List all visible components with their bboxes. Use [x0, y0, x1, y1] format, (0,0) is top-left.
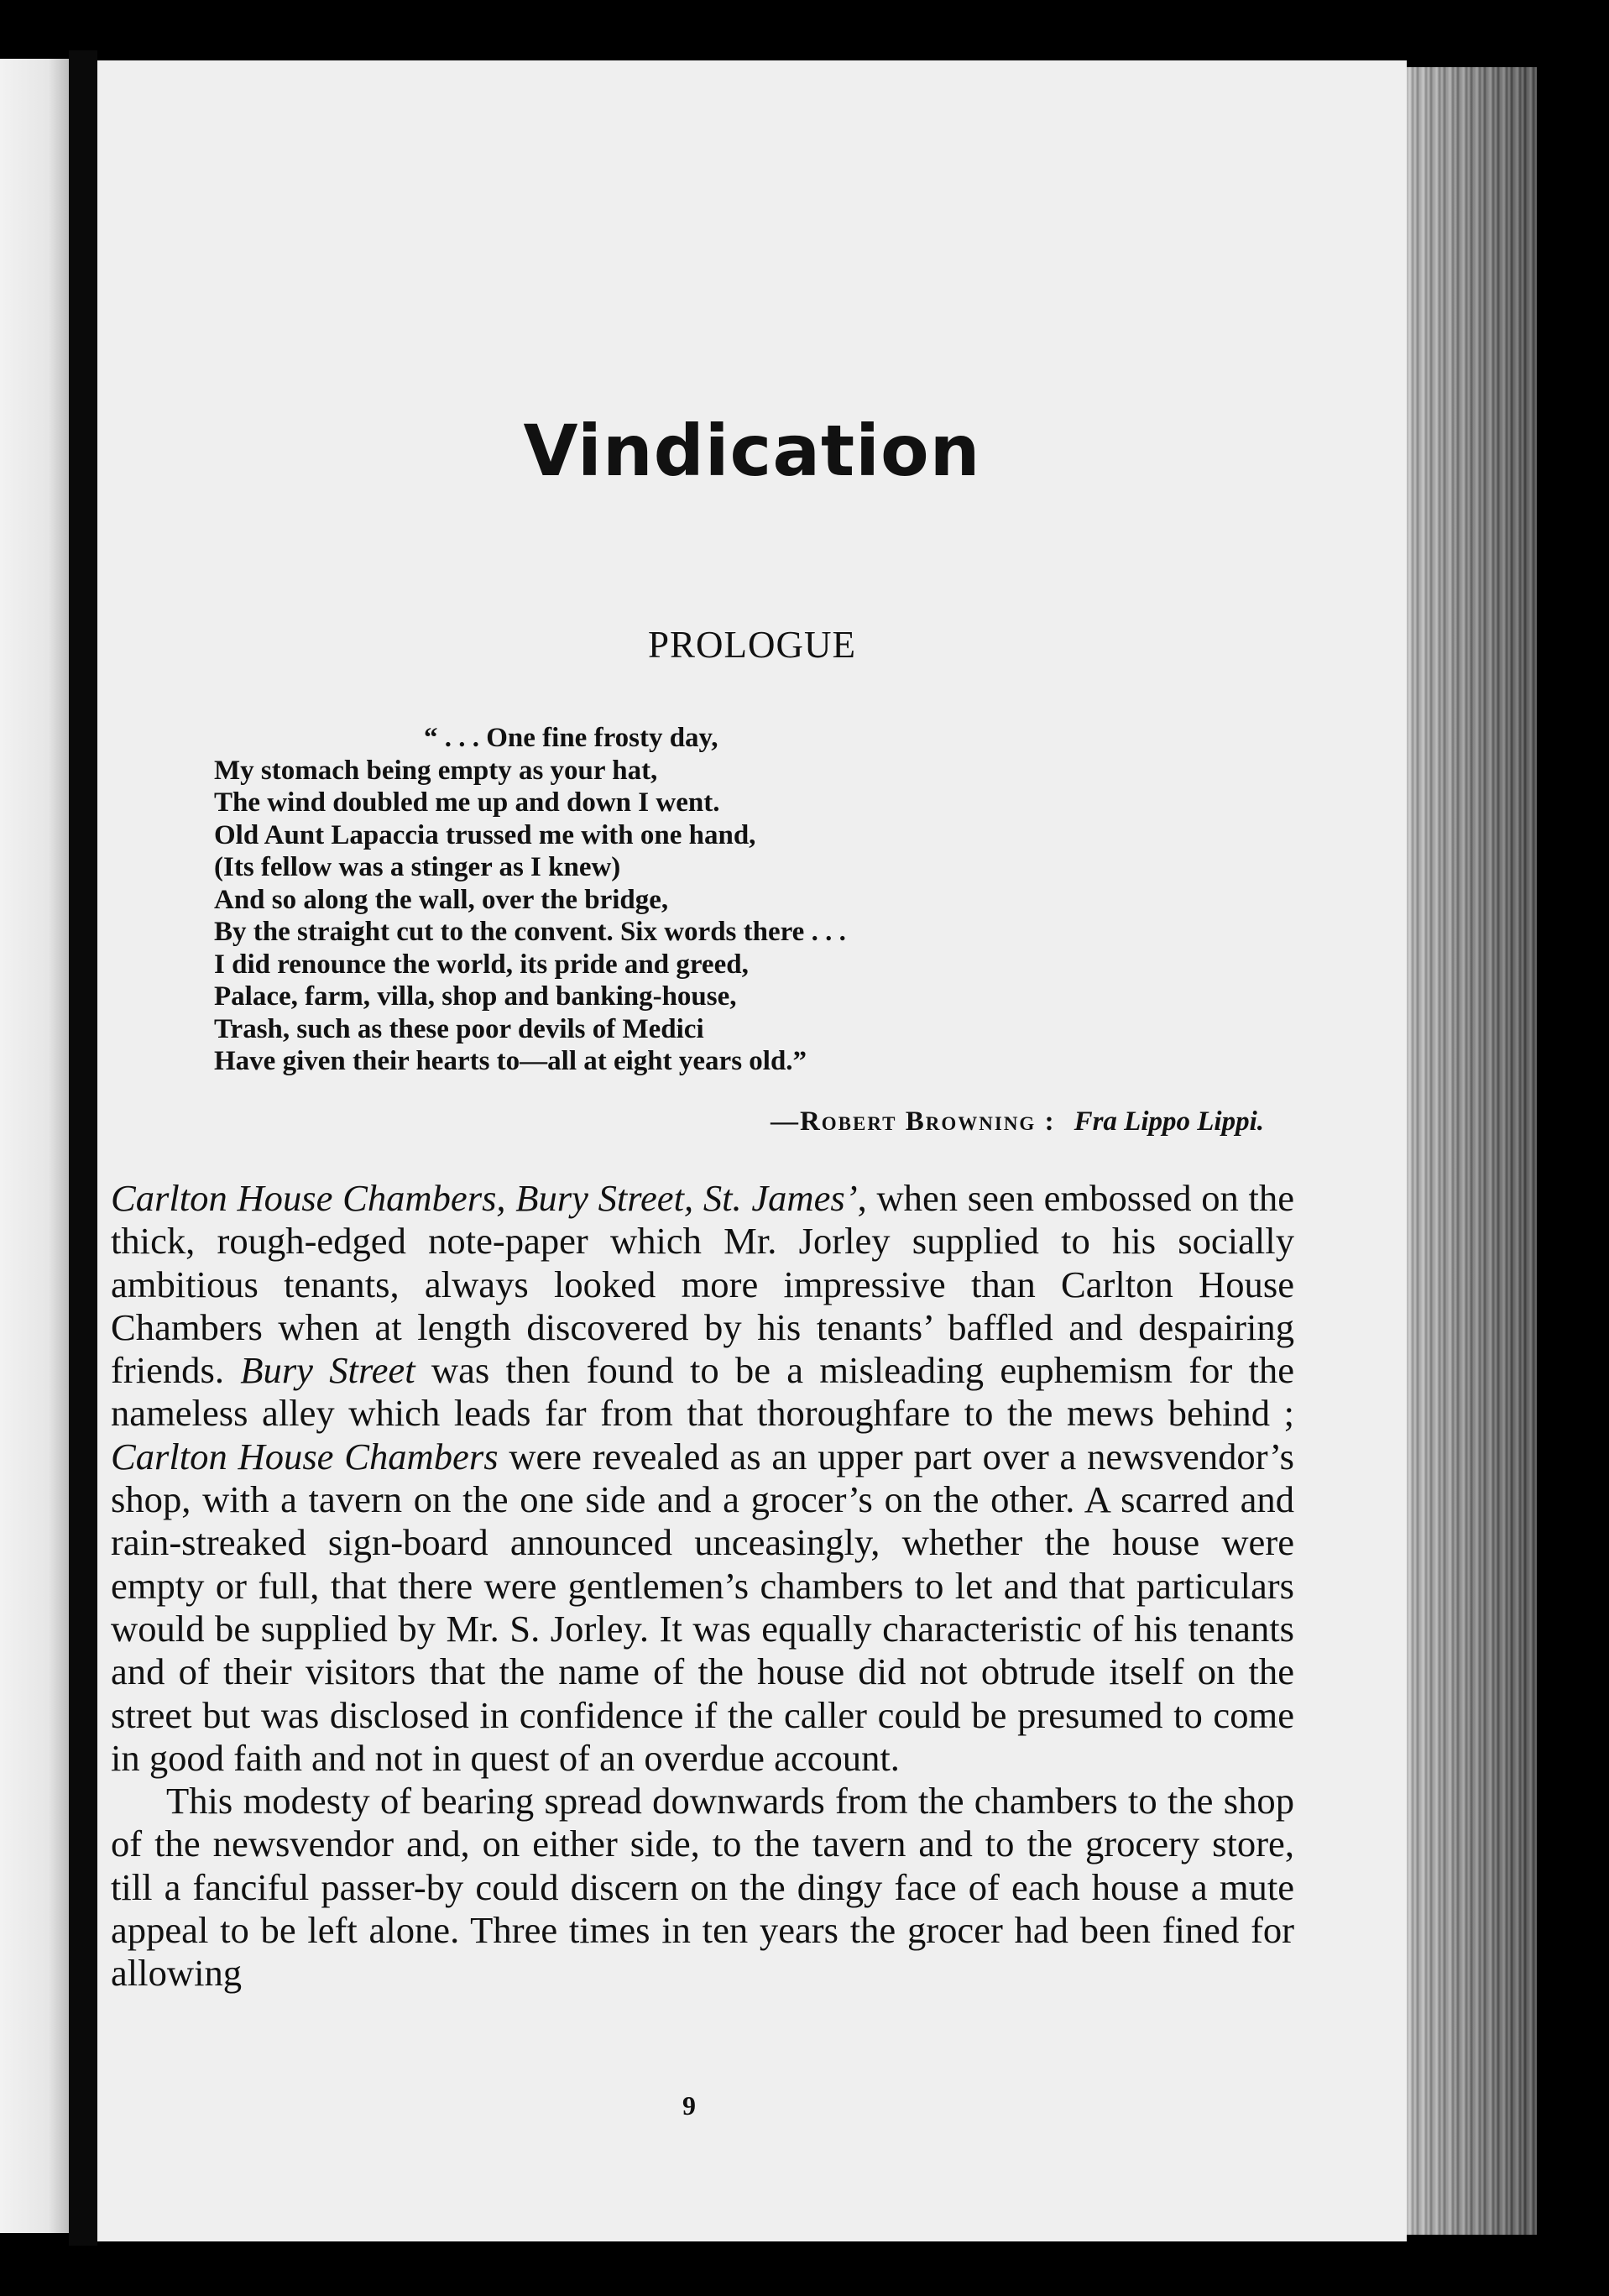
italic-phrase: Carlton House Chambers, Bury Street, St. James’: [111, 1177, 858, 1219]
epigraph-line: Trash, such as these poor devils of Medici: [214, 1013, 704, 1044]
book-gutter: [69, 50, 97, 2246]
epigraph-line: (Its fellow was a stinger as I knew): [214, 852, 621, 882]
epigraph-line: And so along the wall, over the bridge,: [214, 884, 669, 915]
body-text: [111, 1177, 1294, 1995]
epigraph: [214, 722, 1305, 1078]
attribution-work: Fra Lippo Lippi.: [1074, 1106, 1264, 1137]
page-number: 9: [682, 2090, 696, 2121]
epigraph-line: The wind doubled me up and down I went.: [214, 787, 720, 818]
epigraph-attribution: [97, 1106, 1264, 1138]
attribution-author: —Robert Browning :: [770, 1106, 1056, 1137]
page-edge-shadow: [1407, 67, 1537, 2235]
chapter-title: Vindication: [523, 410, 981, 492]
epigraph-line: My stomach being empty as your hat,: [214, 755, 658, 786]
text-run: was then found to be a misleading euphemism for the nameless alley which leads far from that thoroughfare to the mews behind ;: [111, 1349, 1294, 1435]
epigraph-line: Old Aunt Lapaccia trussed me with one hand,: [214, 819, 756, 850]
epigraph-line: I did renounce the world, its pride and greed,: [214, 949, 749, 980]
epigraph-line: “ . . . One fine frosty day,: [424, 723, 718, 753]
text-run: were revealed as an upper part over a newsvendor’s shop, with a tavern on the one side and a grocer’s on the other. A scarred and rain-streaked sign-board announced unceasingly, whether the house were empty or full, that there were gentlemen’s chambers to let and that particulars would be supplied by Mr. S. Jorley. It was equally characteristic of his tenants and of their visitors that the name of the house did not obtrude itself on the street but was disclosed in confidence if the caller could be presumed to come in good faith and not in quest of an overdue account.: [111, 1435, 1294, 1779]
body-paragraph: This modesty of bearing spread downwards from the chambers to the shop of the newsvendor and, on either side, to the tavern and to the grocery store, till a fanciful passer-by could discern on the dingy face of each house a mute appeal to be left alone. Three times in ten years the grocer had been fined for allowing: [111, 1780, 1294, 1995]
facing-page-edge: [0, 59, 69, 2233]
section-heading: PROLOGUE: [647, 624, 856, 666]
text-run: , when seen embossed on the thick, rough-edged note-paper which Mr. Jorley supplied to his socially ambitious tenants, always looked more impressive than Carlton House Chambers when at length discovered by his tenants’ baffled and despairing friends.: [111, 1177, 1294, 1392]
italic-phrase: Carlton House Chambers: [111, 1435, 499, 1477]
epigraph-line: By the straight cut to the convent. Six words there . . .: [214, 917, 846, 947]
italic-phrase: Bury Street: [240, 1349, 415, 1392]
epigraph-line: Have given their hearts to—all at eight years old.”: [214, 1046, 807, 1076]
epigraph-line: Palace, farm, villa, shop and banking-house,: [214, 981, 737, 1012]
body-paragraph: [111, 1177, 1294, 1780]
